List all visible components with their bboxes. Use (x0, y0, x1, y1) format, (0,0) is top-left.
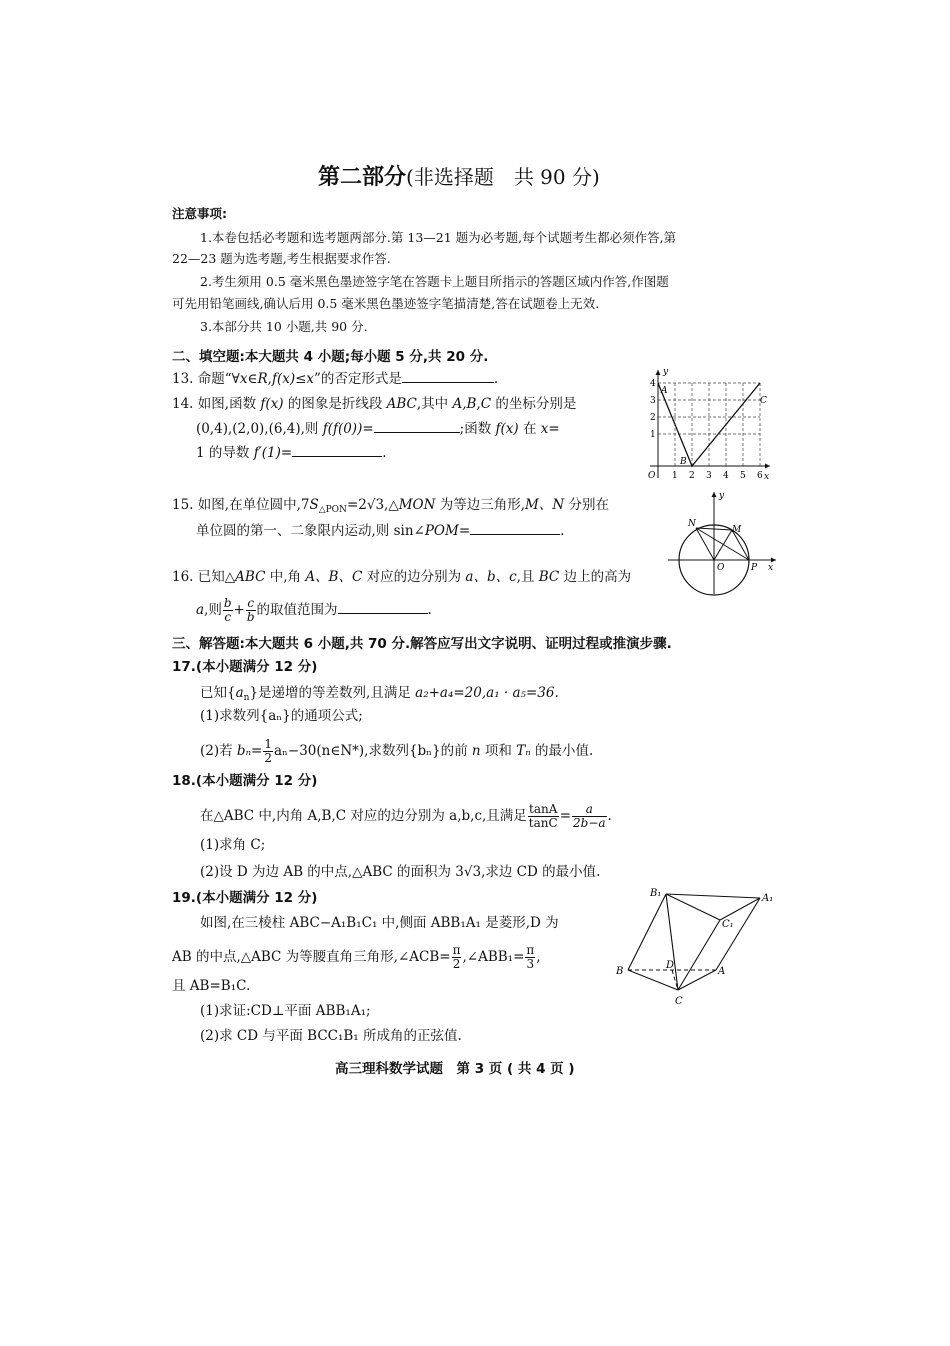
title-sub: (非选择题 共 90 分) (406, 165, 600, 189)
point-b-label: B (680, 457, 687, 467)
point-m-label: M (732, 525, 742, 535)
notice-item1-a: 1.本卷包括必考题和选考题两部分.第 13—21 题为必考题,每个试题考生都必须作答,第 (200, 230, 677, 245)
question-19-part1: (1)求证:CD⊥平面 ABB₁A₁; (200, 1003, 371, 1019)
notice-item2-b: 可先用铅笔画线,确认后用 0.5 毫米黑色墨迹签字笔描清楚,答在试题卷上无效. (172, 296, 600, 311)
origin-label: O (717, 563, 725, 573)
vertex-b-label: B (616, 966, 624, 977)
question-19-heading: 19.(本小题满分 12 分) (172, 890, 318, 906)
notice-item2-a: 2.考生须用 0.5 毫米黑色墨迹签字笔在答题卡上题目所指示的答题区域内作答,作图题 (200, 274, 669, 289)
question-14-line3: 1 的导数 f′(1)= . (196, 445, 387, 461)
point-p-label: P (751, 563, 758, 573)
grid-lines (658, 383, 760, 466)
notice-item1-b: 22—23 题为选考题,考生根据要求作答. (172, 251, 391, 266)
x-tick-6: 6 (757, 471, 763, 481)
question-17-part1: (1)求数列{aₙ}的通项公式; (200, 708, 363, 724)
question-13: 13. 命题“∀x∈R,f(x)≤x”的否定形式是 . (172, 371, 499, 387)
vertex-a1-label: A₁ (762, 893, 774, 904)
x-tick-2: 2 (689, 471, 695, 481)
x-label: x (768, 563, 774, 573)
point-a-label: A (661, 386, 668, 396)
graph-q14 (644, 366, 774, 482)
vertex-c-label: C (675, 996, 683, 1007)
question-15-line2: 单位圆的第一、二象限内运动,则 sin∠POM= . (196, 523, 565, 539)
prism-edges (628, 894, 760, 990)
graph-q15 (664, 488, 780, 598)
question-18-heading: 18.(本小题满分 12 分) (172, 773, 318, 789)
origin-label: O (648, 471, 656, 481)
point-d-label: D (666, 960, 675, 971)
question-14-line2: (0,4),(2,0),(6,4),则 f(f(0))= ;函数 f(x) 在 x= (196, 421, 560, 437)
page-title (318, 165, 600, 190)
y-label: y (663, 367, 669, 377)
x-tick-3: 3 (706, 471, 712, 481)
question-18-part1: (1)求角 C; (200, 837, 266, 853)
figure-q19-prism (612, 882, 782, 1010)
vertex-b1-label: B₁ (650, 888, 662, 899)
question-18-stem: 在△ABC 中,内角 A,B,C 对应的边分别为 a,b,c,且满足 $\frac{\tan A}{\tan C}$ = $\frac{a}{2b-a}$ . (200, 802, 612, 830)
prism-hidden-edges (628, 970, 716, 990)
answer-blank-16[interactable] (338, 600, 428, 614)
point-c-label: C (760, 396, 767, 406)
answer-blank-15[interactable] (470, 521, 560, 535)
question-19-line1: 如图,在三棱柱 ABC−A₁B₁C₁ 中,侧面 ABB₁A₁ 是菱形,D 为 (200, 915, 559, 931)
question-16-line1: 16. 已知△ABC 中,角 A、B、C 对应的边分别为 a、b、c,且 BC 边上的高为 (172, 569, 632, 585)
question-18-part2: (2)设 D 为边 AB 的中点,△ABC 的面积为 3√3,求边 CD 的最小值. (200, 864, 601, 880)
answer-blank-14b[interactable] (292, 443, 382, 457)
section2-heading: 二、填空题:本大题共 4 小题;每小题 5 分,共 20 分. (172, 349, 489, 365)
y-tick-4: 4 (650, 379, 656, 389)
notice-item3: 3.本部分共 10 小题,共 90 分. (200, 319, 368, 334)
y-tick-2: 2 (650, 413, 656, 423)
y-tick-1: 1 (650, 430, 656, 440)
y-tick-3: 3 (650, 396, 656, 406)
x-tick-1: 1 (672, 471, 678, 481)
question-14-line1: 14. 如图,函数 f(x) 的图象是折线段 ABC,其中 A,B,C 的坐标分别是 (172, 396, 577, 412)
point-n-label: N (688, 519, 696, 529)
vertex-c1-label: C₁ (722, 919, 734, 930)
question-19-line2: AB 的中点,△ABC 为等腰直角三角形,∠ACB= $\frac{\pi}{2}$ ,∠ABB₁= $\frac{\pi}{3}$ , (172, 943, 541, 971)
question-16-line2: a,则 $\frac{b}{c}$ + $\frac{c}{b}$ 的取值范围为 . (196, 596, 432, 624)
question-17-part2: (2)若 bₙ= $\frac{1}{2}$ aₙ−30(n∈N*),求数列{bₙ}的前 n 项和 Tₙ 的最小值. (200, 737, 594, 765)
question-17-heading: 17.(本小题满分 12 分) (172, 659, 318, 675)
x-tick-5: 5 (740, 471, 746, 481)
notice-heading: 注意事项: (172, 206, 227, 221)
section3-heading: 三、解答题:本大题共 6 小题,共 70 分.解答应写出文字说明、证明过程或推演步骤. (172, 636, 672, 652)
y-label: y (719, 491, 725, 501)
answer-blank-14a[interactable] (374, 419, 460, 433)
question-19-line3: 且 AB=B₁C. (172, 978, 251, 994)
question-19-part2: (2)求 CD 与平面 BCC₁B₁ 所成角的正弦值. (200, 1028, 462, 1044)
question-15-line1: 15. 如图,在单位圆中$,7S_{\triangle PON}=2√3,\triangle MON$ 为等边三角形,M、N 分别在 (172, 497, 609, 515)
x-tick-4: 4 (723, 471, 729, 481)
question-17-stem: 已知$\{a_n\}$是递增的等差数列,且满足 a₂+a₄=20,a₁ · a₅=36. (200, 685, 559, 703)
page-footer: 高三理科数学试题 第 3 页 ( 共 4 页 ) (335, 1061, 575, 1077)
answer-blank-13[interactable] (402, 369, 494, 383)
vertex-a-label: A (718, 966, 726, 977)
title-main: 第二部分 (318, 165, 407, 190)
x-label: x (764, 472, 770, 482)
